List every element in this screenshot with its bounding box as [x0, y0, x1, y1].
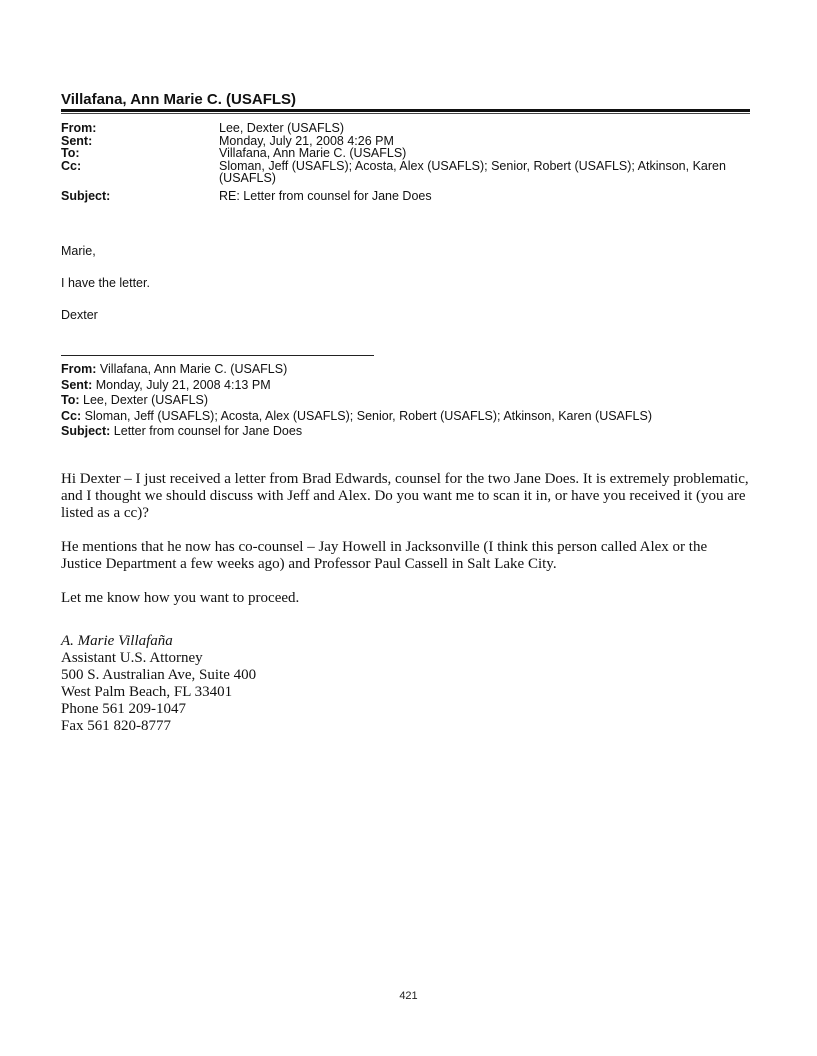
subject-value: RE: Letter from counsel for Jane Does: [219, 188, 432, 203]
quoted-to-row: [61, 393, 652, 409]
email-header: [61, 122, 751, 202]
quoted-paragraph-1: Hi Dexter – I just received a letter from Brad Edwards, counsel for the two Jane Does. It is extremely problematic, and I thought we should discuss with Jeff and Alex. Do you want me to scan it in, or have you received it (you are listed as a cc)?: [61, 471, 749, 521]
header-from-row: [61, 122, 751, 135]
quoted-divider: [61, 355, 374, 356]
header-sent-row: [61, 135, 751, 148]
signature-fax: Fax 561 820-8777: [61, 718, 171, 734]
title-divider: [61, 109, 750, 112]
quoted-from-row: [61, 362, 652, 378]
title-divider-thin: [61, 113, 750, 114]
from-label: From:: [61, 121, 97, 135]
subject-label: Subject:: [61, 188, 111, 203]
quoted-sent-label: Sent:: [61, 377, 93, 392]
reply-greeting: Marie,: [61, 244, 96, 258]
reply-text: I have the letter.: [61, 276, 150, 290]
quoted-to-label: To:: [61, 393, 80, 407]
quoted-header: [61, 362, 652, 440]
quoted-cc-row: [61, 409, 652, 425]
quoted-paragraph-2: He mentions that he now has co-counsel – Jay Howell in Jacksonville (I think this person called Alex or the Justice Department a few weeks ago) and Professor Paul Cassell in Salt Lake City.: [61, 539, 708, 572]
quoted-from-value: Villafana, Ann Marie C. (USAFLS): [99, 362, 288, 376]
signature-title: Assistant U.S. Attorney: [61, 650, 203, 666]
reply-signoff: Dexter: [61, 308, 98, 322]
cc-label: Cc:: [61, 158, 82, 173]
signature-address-line-1: 500 S. Australian Ave, Suite 400: [61, 667, 257, 683]
from-value: Lee, Dexter (USAFLS): [219, 121, 345, 135]
quoted-subject-value: Letter from counsel for Jane Does: [113, 424, 303, 438]
header-subject-row: [61, 190, 751, 203]
quoted-to-value: Lee, Dexter (USAFLS): [83, 393, 209, 407]
sent-label: Sent:: [61, 133, 93, 148]
document-title: Villafana, Ann Marie C. (USAFLS): [61, 91, 297, 108]
signature-address-line-2: West Palm Beach, FL 33401: [61, 684, 233, 700]
quoted-sent-value: Monday, July 21, 2008 4:13 PM: [95, 377, 271, 392]
signature-phone: Phone 561 209-1047: [61, 701, 186, 717]
cc-value: Sloman, Jeff (USAFLS); Acosta, Alex (USAFLS); Senior, Robert (USAFLS); Atkinson, Karen (USAFLS): [219, 158, 726, 185]
quoted-subject-label: Subject:: [61, 424, 111, 438]
signature-name: A. Marie Villafaña: [61, 633, 173, 649]
to-value: Villafana, Ann Marie C. (USAFLS): [219, 146, 407, 160]
page-number: 421: [399, 990, 418, 1002]
quoted-cc-label: Cc:: [61, 408, 82, 423]
quoted-cc-value: Sloman, Jeff (USAFLS); Acosta, Alex (USAFLS); Senior, Robert (USAFLS); Atkinson, Karen (USAFLS): [84, 408, 652, 423]
sent-value: Monday, July 21, 2008 4:26 PM: [219, 133, 394, 148]
quoted-sent-row: [61, 378, 652, 394]
quoted-body: [61, 471, 751, 624]
signature-block: [61, 633, 256, 735]
to-label: To:: [61, 146, 80, 160]
quoted-paragraph-3: Let me know how you want to proceed.: [61, 590, 300, 606]
reply-body: [61, 244, 150, 340]
header-cc-row: [61, 160, 751, 185]
quoted-subject-row: [61, 424, 652, 440]
header-to-row: [61, 147, 751, 160]
quoted-from-label: From:: [61, 362, 97, 376]
